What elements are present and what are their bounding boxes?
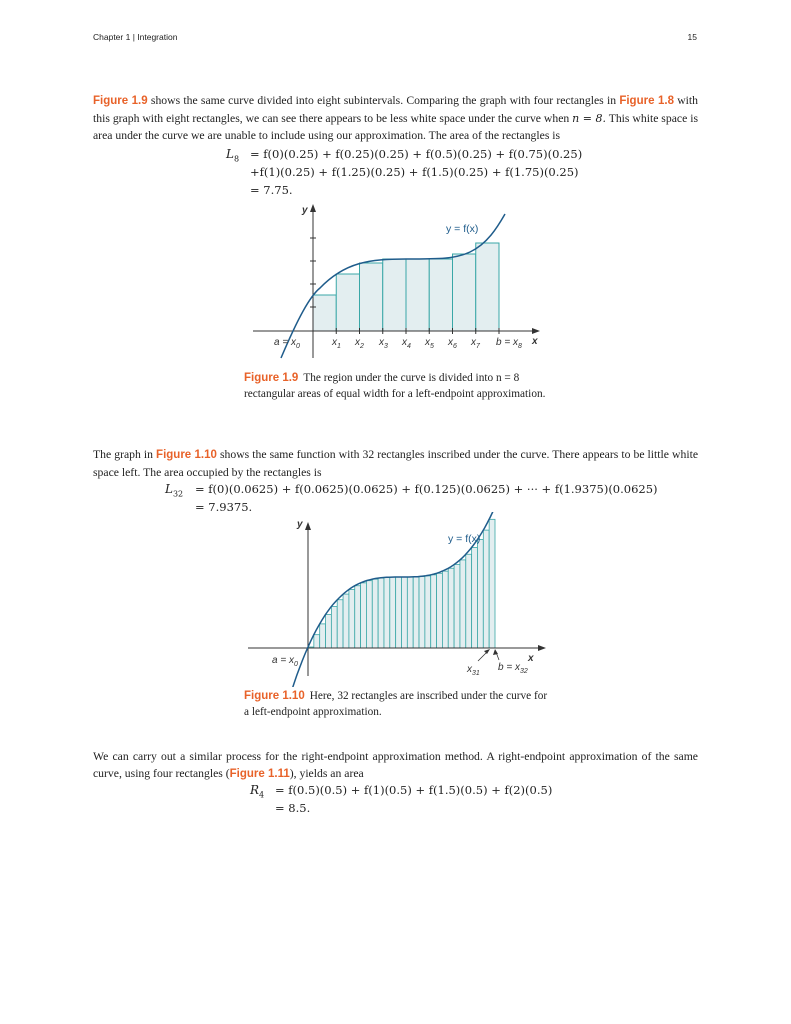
figure-1-8-link[interactable]: Figure 1.8: [619, 95, 674, 107]
eq3-line2: = 8.5.: [275, 801, 311, 815]
para1-text-a: shows the same curve divided into eight subintervals. Comparing the graph with four rectangles in: [147, 94, 620, 107]
figure-1-10-caption: [244, 689, 554, 720]
figure-1-9-graph: [240, 195, 550, 360]
page-number: 15: [687, 32, 697, 42]
y-axis-arrow-icon: [310, 204, 316, 212]
para2-text-b: shows the same function with 32 rectangles inscribed under the curve. There appears to be little white space left. The area occupied by the rectangles is: [93, 448, 699, 479]
caption-1-9-text: The region under the curve is divided into n = 8 rectangular areas of equal width for a left-endpoint approximation.: [244, 372, 546, 400]
para1-text-b: with this graph with eight rectangles, we can see there appears to be less white space under the curve when: [93, 94, 699, 125]
para3-text-a: We can carry out a similar process for the right-endpoint approximation method. A right-endpoint approximation of the same curve, using four rectangles (: [93, 750, 698, 780]
svg-text:x4: $x_4$: [402, 337, 411, 350]
para1-text-c: This white space is area under the curve we are unable to include using our approximation. The area of the rectangles is: [93, 112, 698, 142]
svg-text:x5: $x_5$: [425, 337, 434, 350]
riemann-rectangles-8: [313, 243, 499, 331]
eq1-line3: = 7.75.: [250, 183, 293, 197]
eq1-line2: +f(1)(0.25) + f(1.25)(0.25) + f(1.5)(0.25) + f(1.75)(0.25): [250, 165, 579, 179]
n-equals-8: n = 8.: [572, 112, 606, 125]
figure-1-10-link[interactable]: Figure 1.10: [156, 449, 217, 461]
paragraph-2: [93, 446, 698, 481]
para3-text-b: ), yields an area: [289, 767, 364, 780]
caption-figure-1-10-ref: Figure 1.10: [244, 690, 305, 702]
x-axis-label: x: [532, 336, 538, 347]
label-x31: $x_{31}$: [467, 664, 480, 677]
caption-figure-1-9-ref: Figure 1.9: [244, 372, 299, 384]
paragraph-3: [93, 748, 698, 783]
figure-1-9-caption: [244, 371, 554, 402]
figure-1-9-link[interactable]: Figure 1.9: [93, 95, 148, 107]
x-axis-arrow-icon: [538, 645, 546, 651]
svg-text:x2: $x_2$: [355, 337, 364, 350]
x-axis-arrow-icon: [532, 328, 540, 334]
eq2-line2: = 7.9375.: [195, 500, 253, 514]
eq1-label: $L_8$: [226, 147, 240, 164]
eq3-label: $R_4$: [250, 783, 265, 800]
curve-label: y = f(x): [446, 223, 479, 235]
y-axis-arrow-icon: [305, 522, 311, 530]
curve-label: y = f(x): [448, 533, 481, 545]
svg-text:a = x0: $a = x_0$: [274, 337, 300, 350]
eq2-label: $L_{32}$: [165, 482, 184, 499]
svg-text:x3: $x_3$: [379, 337, 388, 350]
label-a-x0: $a = x_0$: [272, 655, 298, 668]
eq3-line1: = f(0.5)(0.5) + f(1)(0.5) + f(1.5)(0.5) + f(2)(0.5): [275, 783, 553, 797]
svg-text:x1: $x_1$: [332, 337, 341, 350]
svg-text:b = x8: $b = x_8$: [496, 337, 522, 350]
eq2-line1: = f(0)(0.0625) + f(0.0625)(0.0625) + f(0.125)(0.0625) + ··· + f(1.9375)(0.0625): [195, 482, 658, 496]
svg-text:x7: $x_7$: [471, 337, 480, 350]
para2-text-a: The graph in: [93, 448, 157, 461]
svg-text:x6: $x_6$: [448, 337, 457, 350]
running-header-chapter: Chapter 1 | Integration: [93, 32, 178, 42]
y-axis-label: y: [302, 205, 308, 216]
eq1-line1: = f(0)(0.25) + f(0.25)(0.25) + f(0.5)(0.25) + f(0.75)(0.25): [250, 147, 583, 161]
figure-1-10-graph: [240, 512, 550, 687]
x-axis-label: x: [528, 653, 534, 664]
figure-1-11-link[interactable]: Figure 1.11: [229, 768, 290, 780]
paragraph-1: [93, 92, 698, 144]
caption-1-10-text: Here, 32 rectangles are inscribed under the curve for a left-endpoint approximation.: [244, 690, 548, 718]
label-b-x32: $b = x_{32}$: [498, 662, 528, 675]
y-axis-label: y: [297, 519, 303, 530]
